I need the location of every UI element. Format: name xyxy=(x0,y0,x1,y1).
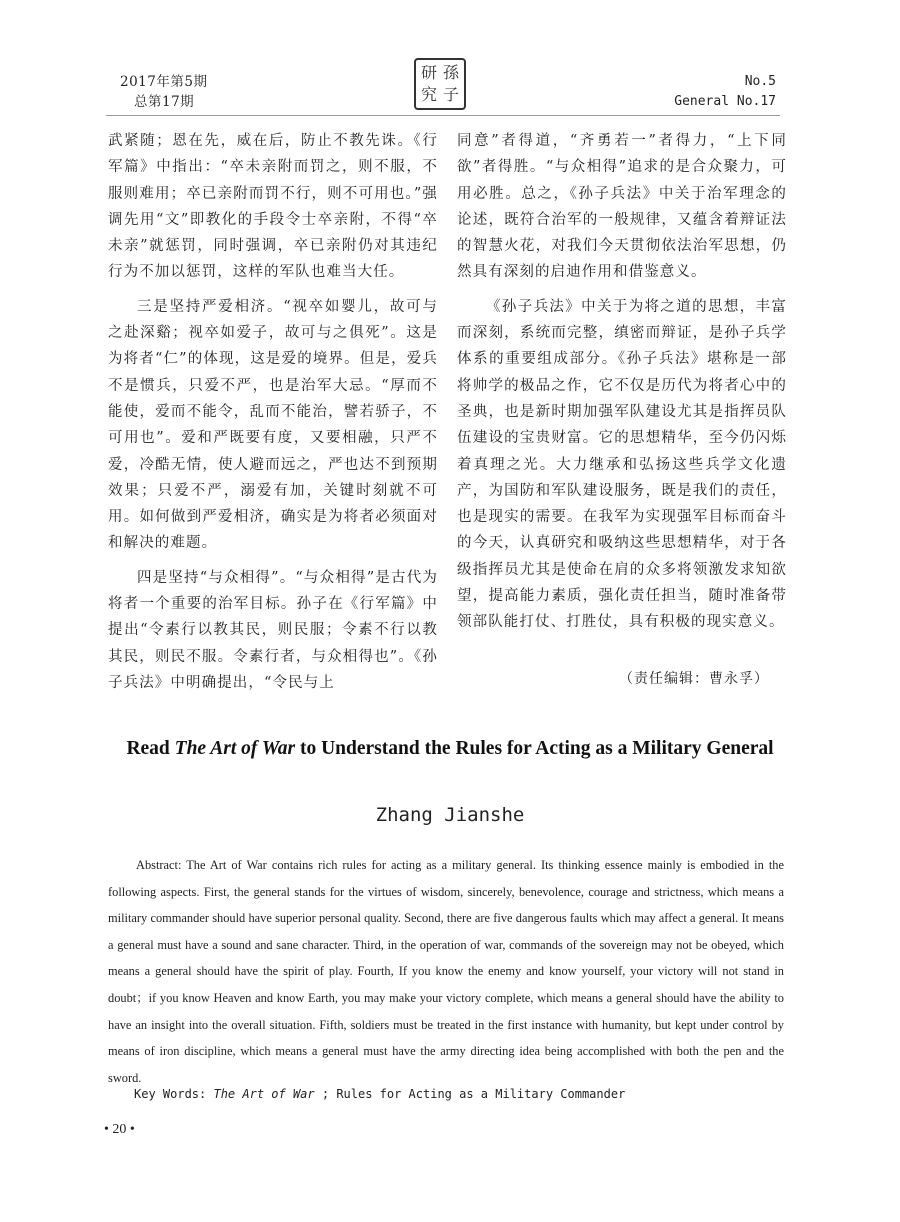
title-italic: The Art of War xyxy=(174,738,296,759)
paragraph: 武紧随；恩在先，威在后，防止不教先诛。《行军篇》中指出：“卒未亲附而罚之，则不服，不服则难用；卒已亲附而罚不行，则不可用也。”强调先用“文”即教化的手段令士卒亲附，不得“卒未亲”就惩罚，同时强调，卒已亲附仍对其违纪行为不加以惩罚，这样的军队也难当大任。 xyxy=(108,133,438,281)
journal-logo-seal: 研 孫 究 子 xyxy=(414,58,466,110)
paragraph: 四是坚持“与众相得”。“与众相得”是古代为将者一个重要的治军目标。孙子在《行军篇》中提出“令素行以教其民，则民服；令素不行以教其民，则民不服。令素行者，与众相得也”。《孙子兵法》中明确提出，“令民与上 xyxy=(108,569,438,691)
page-number: • 20 • xyxy=(104,1122,135,1137)
issue-number-cn: 2017年第5期 xyxy=(120,74,208,90)
issue-number-en: No.5 xyxy=(744,74,776,89)
paragraph: 同意”者得道，“齐勇若一”者得力，“上下同欲”者得胜。“与众相得”追求的是合众聚力，可用必胜。总之，《孙子兵法》中关于治军理念的论述，既符合治军的一般规律，又蕴含着辩证法的智慧火花，对我们今天贯彻依法治军思想，仍然具有深刻的启迪作用和借鉴意义。 xyxy=(457,133,787,281)
key-words: Key Words: The Art of War ; Rules for Acting as a Military Commander xyxy=(134,1087,626,1101)
right-text-column xyxy=(457,128,787,700)
journal-issue-cn xyxy=(120,72,207,112)
general-number-en: General No.17 xyxy=(674,94,776,109)
responsible-editor: （责任编辑：曹永孚） xyxy=(619,670,769,687)
english-abstract xyxy=(108,852,784,1091)
general-number-cn: 总第17期 xyxy=(134,94,195,110)
english-title: Read The Art of War to Understand the Rules for Acting as a Military General xyxy=(126,738,774,759)
abstract-lead: Abstract: The Art of War contains rich rules for acting as a military general. Its thinking essence mainly is embodied in xyxy=(136,858,764,872)
paragraph: 三是坚持严爱相济。“视卒如婴儿，故可与之赴深谿；视卒如爱子，故可与之俱死”。这是为将者“仁”的体现，这是爱的境界。但是，爱兵不是惯兵，只爱不严，也是治军大忌。“厚而不能使，爱而不能令，乱而不能治，譬若骄子，不可用也”。爱和严既要有度，又要相融，只严不爱，冷酷无情，使人避而远之，严也达不到预期效果；只爱不严，溺爱有加，关键时刻就不可用。如何做到严爱相济，确实是为将者必须面对和解决的难题。 xyxy=(108,298,438,552)
journal-issue-en xyxy=(674,72,776,112)
header-divider xyxy=(106,115,780,116)
author-name: Zhang Jianshe xyxy=(375,804,525,826)
paragraph: 《孙子兵法》中关于为将之道的思想，丰富而深刻，系统而完整，缜密而辩证，是孙子兵学体系的重要组成部分。《孙子兵法》堪称是一部将帅学的极品之作，它不仅是历代为将者心中的圣典，也是新时期加强军队建设尤其是指挥员队伍建设的宝贵财富。它的思想精华，至今仍闪烁着真理之光。大力继承和弘扬这些兵学文化遗产，为国防和军队建设服务，既是我们的责任，也是现实的需要。在我军为实现强军目标而奋斗的今天，认真研究和吸纳这些思想精华，对于各级指挥员尤其是使命在肩的众多将领激发求知欲望，提高能力素质，强化责任担当，随时准备带领部队能打仗、打胜仗，具有积极的现实意义。 xyxy=(457,298,787,631)
left-text-column xyxy=(108,128,438,704)
abstract-body: the following aspects. First, the general stands for the virtues of wisdom, sincerely, benevolence, courage and strictness, which means a military commander should have superior personal quality. Second, there are five dangerous faults which may affect a general. It means a general must have a sound and sane character. Third, in the operation of war, commands of the sovereign may not be obeyed, which means a general should have the spirit of play. Fourth, If you know the enemy and know yourself, your victory will not stand in doubt；if you know Heaven and know Earth, you may make your victory complete, which means a general should have the ability to have an insight into the overall situation. Fifth, soldiers must be treated in the first instance with humanity, but kept under control by means of iron discipline, which means a general must have the army directing idea being accomplished with both the pen and the sword. xyxy=(108,858,784,1085)
